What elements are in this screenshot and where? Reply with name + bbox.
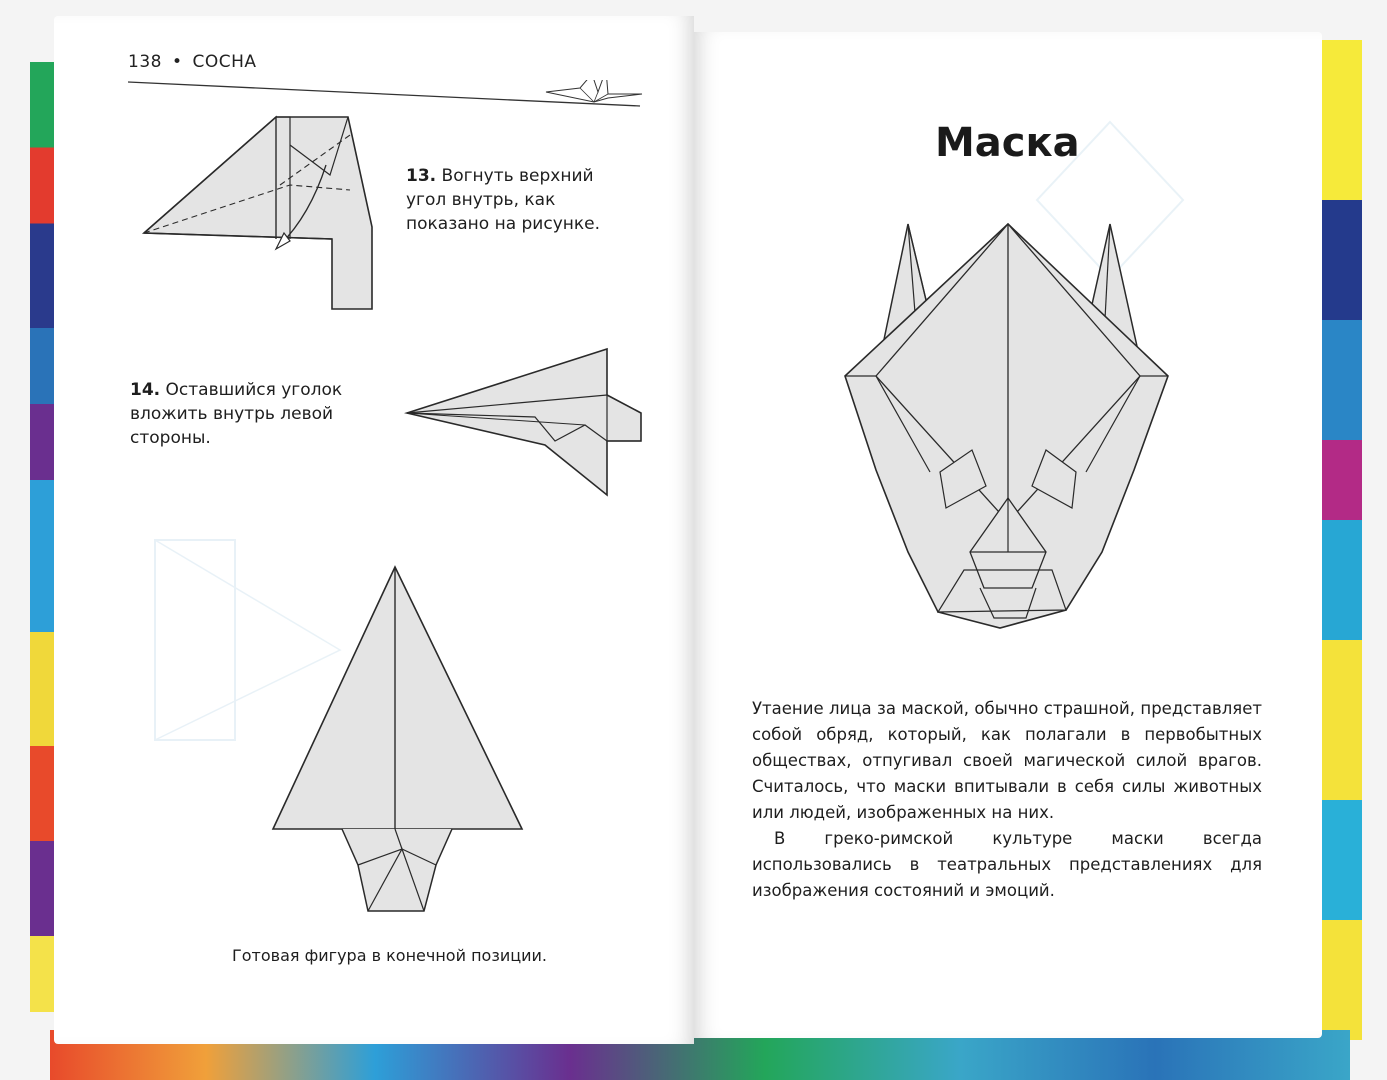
step-14-text: Оставшийся уголок вложить внутрь левой стороны.: [130, 380, 343, 448]
article-body: [752, 696, 1262, 904]
running-header: [128, 52, 257, 72]
crane-icon: [546, 80, 642, 102]
section-name: СОСНА: [192, 52, 257, 72]
step-14: [130, 378, 360, 450]
figure-caption: Готовая фигура в конечной позиции.: [232, 946, 547, 965]
page-number: 138: [128, 52, 162, 72]
step-14-diagram: [405, 345, 645, 500]
title-text: Маска: [935, 120, 1080, 166]
mask-diagram: [840, 222, 1170, 632]
paragraph-2: В греко-римской культуре маски всегда использовались в театральных представлениях для изображения состояний и эмоций.: [752, 829, 1262, 900]
step-14-number: 14.: [130, 380, 161, 400]
step-13: [406, 164, 636, 236]
step-13-number: 13.: [406, 166, 437, 186]
final-pine-diagram: [270, 565, 540, 917]
paragraph-1: Утаение лица за маской, обычно страшной, представляет собой обряд, который, как полагали в первобытных обществах, отпугивал своей магической силой врагов. Считалось, что маски впитывали в себя силы животных или людей, изображенных на них.: [752, 699, 1262, 822]
step-13-text: Вогнуть верхний угол внутрь, как показано на рисунке.: [406, 166, 601, 234]
book-cover-right-edge: [1320, 40, 1362, 1040]
header-rule: [128, 80, 648, 120]
header-separator: •: [171, 52, 183, 72]
step-13-diagram: [140, 115, 380, 315]
